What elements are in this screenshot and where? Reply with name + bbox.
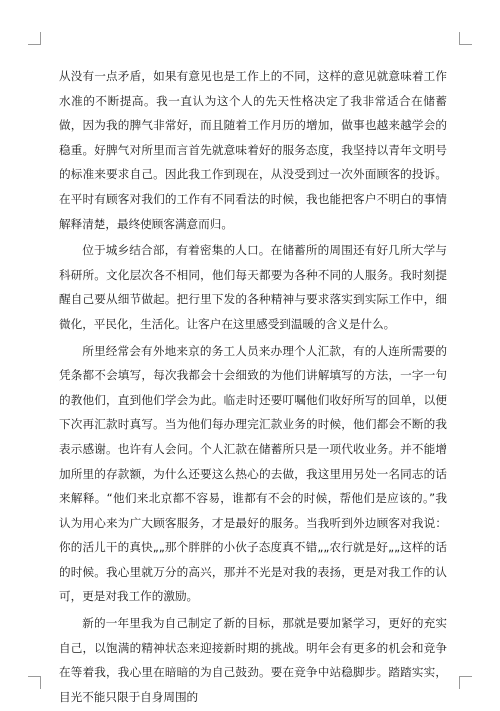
paragraph-4: 新的一年里我为自己制定了新的目标，那就是要加紧学习，更好的充实自己，以饱满的精神状态来迎接新时期的挑战。明年会有更多的机会和竞争在等着我，我心里在暗暗的为自己鼓劲。要在竞争中站稳脚步。踏踏实实，目光不能只限于自身周围的 <box>59 616 447 704</box>
document-body <box>59 64 447 711</box>
crop-mark-top-left <box>28 32 41 45</box>
crop-mark-bottom-right <box>459 676 472 689</box>
paragraph-3: 所里经常会有外地来京的务工人员来办理个人汇款，有的人连所需要的凭条都不会填写，每次我都会十会细致的为他们讲解填写的方法，一字一句的教他们，直到他们学会为此。临走时还要叮嘱他们收好所写的回单，以便下次再汇款时真写。当为他们每办理完汇款业务的时候，他们都会不断的我表示感谢。也许有人会问。个人汇款在储蓄所只是一项代收业务。并不能增加所里的存款额，为什么还要这么热心的去做，我这里用另处一名同志的话来解释。“他们来北京都不容易，谁都有不会的时候，帮他们是应该的。”我认为用心来为广大顾客服务，才是最好的服务。当我听到外边顾客对我说：你的活儿干的真快„„那个胖胖的小伙子态度真不错„„农行就是好„„这样的话的时候。我心里就万分的高兴，那并不光是对我的表扬，更是对我工作的认可，更是对我工作的激励。 <box>59 343 447 604</box>
paragraph-1: 从没有一点矛盾，如果有意见也是工作上的不同，这样的意见就意味着工作水准的不断提高。我一直认为这个人的先天性格决定了我非常适合在储蓄做，因为我的脾气非常好，而且随着工作月历的增加，做事也越来越学会的稳重。好脾气对所里而言首先就意味着好的服务态度，我坚持以青年文明号的标准来要求自己。因此我工作到现在，从没受到过一次外面顾客的投诉。在平时有顾客对我们的工作有不同看法的时候，我也能把客户不明白的事情解释清楚，最终使顾客满意而归。 <box>59 69 447 231</box>
paragraph-2: 位于城乡结合部，有着密集的人口。在储蓄所的周围还有好几所大学与科研所。文化层次各不相同，他们每天都要为各种不同的人服务。我时刻提醒自己要从细节做起。把行里下发的各种精神与要求落实到实际工作中，细微化，平民化，生活化。让客户在这里感受到温暖的含义是什么。 <box>59 243 447 331</box>
crop-mark-bottom-left <box>28 676 41 689</box>
crop-mark-top-right <box>459 32 472 45</box>
